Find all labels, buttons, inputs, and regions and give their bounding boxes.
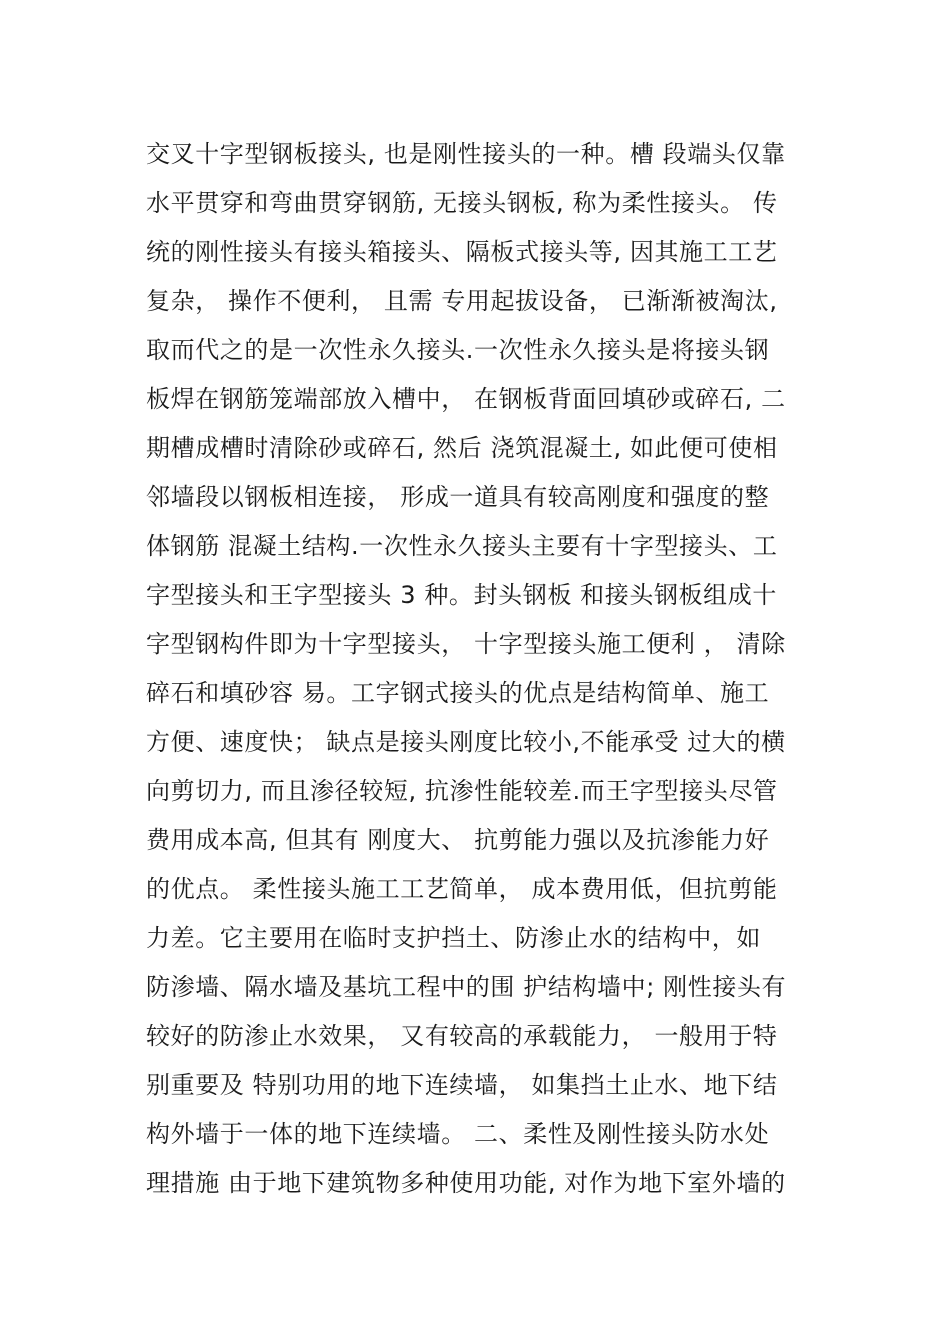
text-line: 构外墙于一体的地下连续墙。 二、柔性及刚性接头防水处	[146, 1120, 770, 1148]
text-line: 交叉十字型钢板接头, 也是刚性接头的一种。槽 段端头仅靠	[146, 140, 786, 168]
text-line: 理措施 由于地下建筑物多种使用功能, 对作为地下室外墙的	[146, 1169, 786, 1197]
text-line: 的优点。 柔性接头施工工艺简单， 成本费用低，但抗剪能	[146, 875, 778, 903]
text-line: 力差。它主要用在临时支护挡土、防渗止水的结构中，如	[146, 924, 761, 952]
text-line: 字型接头和王字型接头 3 种。封头钢板 和接头钢板组成十	[146, 581, 777, 609]
text-line: 字型钢构件即为十字型接头， 十字型接头施工便利 ， 清除	[146, 630, 786, 658]
text-line: 碎石和填砂容 易。工字钢式接头的优点是结构简单、施工	[146, 679, 770, 707]
text-line: 别重要及 特别功用的地下连续墙， 如集挡土止水、地下结	[146, 1071, 778, 1099]
text-line: 较好的防渗止水效果， 又有较高的承载能力， 一般用于特	[146, 1022, 778, 1050]
text-line: 费用成本高, 但其有 刚度大、 抗剪能力强以及抗渗能力好	[146, 826, 770, 854]
text-line: 期槽成槽时清除砂或碎石, 然后 浇筑混凝土, 如此便可使相	[146, 434, 778, 462]
text-line: 板焊在钢筋笼端部放入槽中， 在钢板背面回填砂或碎石, 二	[146, 385, 786, 413]
text-line: 邻墙段以钢板相连接， 形成一道具有较高刚度和强度的整	[146, 483, 770, 511]
text-line: 复杂， 操作不便利， 且需 专用起拔设备， 已渐渐被淘汰,	[146, 287, 778, 315]
text-line: 取而代之的是一次性永久接头.一次性永久接头是将接头钢	[146, 336, 770, 364]
text-line: 向剪切力, 而且渗径较短, 抗渗性能较差.而王字型接头尽管	[146, 777, 778, 805]
text-line: 水平贯穿和弯曲贯穿钢筋, 无接头钢板, 称为柔性接头。 传	[146, 189, 778, 217]
body-text	[146, 130, 816, 1208]
text-line: 方便、速度快； 缺点是接头刚度比较小,不能承受 过大的横	[146, 728, 786, 756]
text-line: 体钢筋 混凝土结构.一次性永久接头主要有十字型接头、工	[146, 532, 778, 560]
text-line: 统的刚性接头有接头箱接头、隔板式接头等, 因其施工工艺	[146, 238, 778, 266]
text-line: 防渗墙、隔水墙及基坑工程中的围 护结构墙中; 刚性接头有	[146, 973, 787, 1001]
